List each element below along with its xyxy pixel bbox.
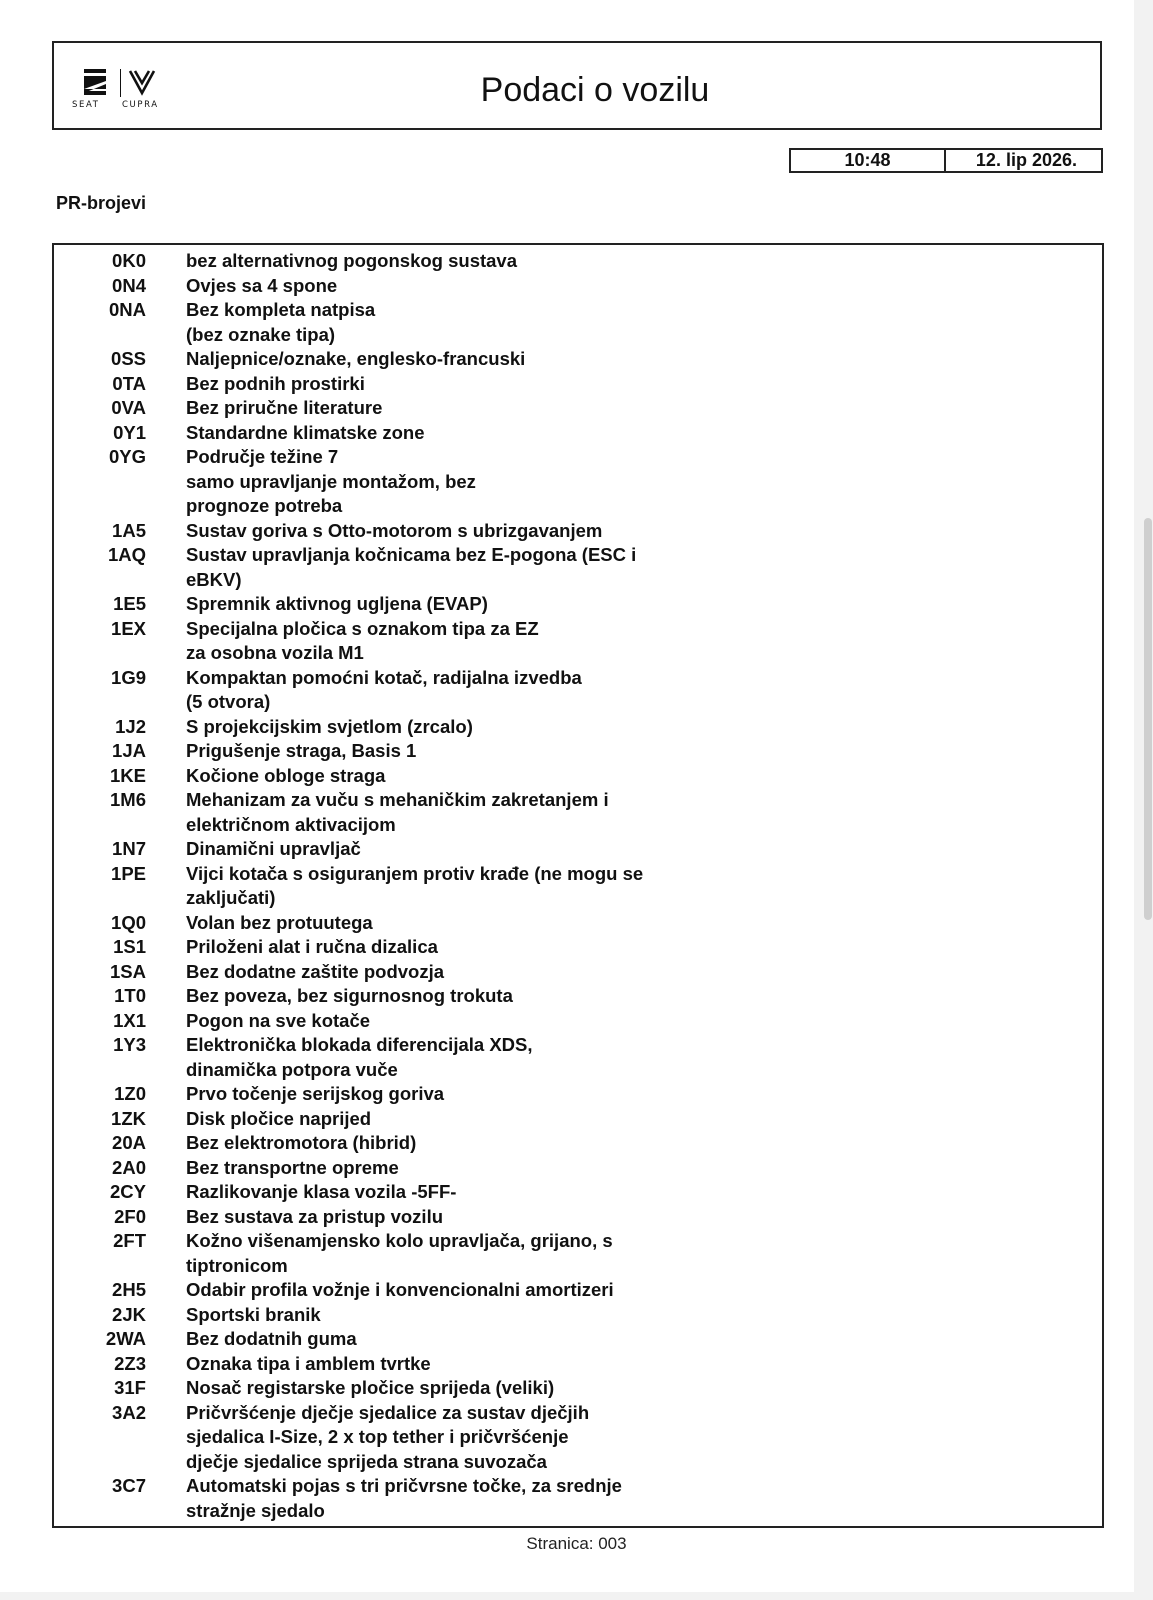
pr-description: Odabir profila vožnje i konvencionalni amortizeri [186,1279,614,1300]
list-item [54,249,1102,274]
pr-code: 2A0 [112,1156,146,1178]
list-item [54,298,1102,347]
pr-description: Bez kompleta natpisa (bez oznake tipa) [186,299,376,345]
pr-description: Prigušenje straga, Basis 1 [186,740,417,761]
list-item [54,1107,1102,1132]
scrollbar-thumb[interactable] [1144,518,1152,920]
list-item [54,1352,1102,1377]
pr-description: Vijci kotača s osiguranjem protiv krađe (ne mogu se zaključati) [186,862,644,908]
list-item [54,1327,1102,1352]
pr-code: 1T0 [114,985,146,1006]
pr-description: Spremnik aktivnog ugljena (EVAP) [186,593,488,614]
list-item [54,739,1102,764]
list-item [54,1033,1102,1082]
pr-description: Disk pločice naprijed [186,1107,372,1129]
pr-description: Bez poveza, bez sigurnosnog trokuta [186,985,513,1006]
pr-code: 1Q0 [111,911,146,933]
list-item [54,1180,1102,1205]
pr-description: Bez dodatne zaštite podvozja [186,960,445,982]
pr-code: 1X1 [113,1009,146,1031]
date-value: 12. lip 2026. [975,150,1077,170]
pr-number-list [52,243,1104,1528]
pr-code: 1G9 [111,666,146,688]
pr-description: Oznaka tipa i amblem tvrtke [186,1352,431,1374]
list-item [54,862,1102,911]
time-value: 10:48 [791,150,946,171]
list-item [54,1401,1102,1475]
pr-description: Bez dodatnih guma [186,1328,357,1349]
list-item [54,1229,1102,1278]
page-number: Stranica: 003 [526,1534,627,1553]
list-item [54,1082,1102,1107]
list-item [54,372,1102,397]
pr-code: 2FT [113,1230,146,1251]
list-item [54,984,1102,1009]
pr-description: Standardne klimatske zone [186,421,425,443]
pr-code: 2JK [112,1303,146,1325]
list-item [54,543,1102,592]
list-item [54,935,1102,960]
header-box [52,41,1102,130]
pr-description: Sportski branik [186,1303,321,1325]
pr-code: 3A2 [112,1401,146,1423]
list-item [54,445,1102,519]
list-item [54,1009,1102,1034]
pr-code: 2CY [110,1181,146,1202]
list-item [54,274,1102,299]
pr-code: 1PE [111,862,146,884]
pr-code: 0VA [111,397,146,418]
pr-code: 1E5 [113,593,146,614]
pr-description: Ovjes sa 4 spone [186,274,338,296]
pr-code: 1J2 [115,715,146,737]
list-item [54,347,1102,372]
pr-code: 0Y1 [113,421,146,443]
section-title: PR-brojevi [56,193,147,213]
list-item [54,911,1102,936]
pr-code: 1N7 [112,838,146,859]
pr-code: 0NA [108,299,146,320]
list-item [54,1303,1102,1328]
pr-code: 0K0 [112,250,146,271]
list-item [54,1278,1102,1303]
logo-brand-cupra: CUPRA [122,100,159,110]
pr-description: Volan bez protuutega [186,911,373,933]
pr-description: Sustav goriva s Otto-motorom s ubrizgavanjem [186,519,603,541]
page-title: Podaci o vozilu [480,71,710,109]
pr-description: Kožno višenamjensko kolo upravljača, grijano, s tiptronicom [186,1230,613,1276]
pr-code: 0SS [111,348,146,369]
list-item [54,1474,1102,1523]
pr-code: 1A5 [112,519,146,541]
pr-description: Pogon na sve kotače [186,1009,371,1031]
pr-description: Specijalna pločica s oznakom tipa za EZ za osobna vozila M1 [186,617,539,663]
list-item [54,788,1102,837]
pr-code: 1M6 [110,789,146,810]
pr-description: Područje težine 7 samo upravljanje montažom, bez prognoze potreba [186,446,476,516]
pr-description: Bez priručne literature [186,397,383,418]
list-item [54,764,1102,789]
pr-code: 1Z0 [114,1083,146,1104]
list-item [54,519,1102,544]
pr-code: 2F0 [114,1205,146,1227]
pr-description: S projekcijskim svjetlom (zrcalo) [186,715,473,737]
list-item [54,1376,1102,1401]
list-item [54,617,1102,666]
timestamp-box [789,148,1103,173]
list-item [54,666,1102,715]
pr-description: Nosač registarske pločice sprijeda (veliki) [186,1377,555,1398]
pr-code: 20A [112,1132,146,1153]
list-item [54,837,1102,862]
pr-code: 1ZK [111,1107,146,1129]
pr-code: 1JA [112,740,146,761]
pr-code: 0N4 [112,274,146,296]
list-item [54,1156,1102,1181]
pr-description: Bez podnih prostirki [186,372,365,394]
pr-code: 1KE [110,764,146,786]
pr-description: Priloženi alat i ručna dizalica [186,936,438,957]
list-item [54,1205,1102,1230]
pr-code: 2WA [105,1328,146,1349]
list-item [54,592,1102,617]
pr-description: bez alternativnog pogonskog sustava [186,250,518,271]
pr-code: 1S1 [113,936,146,957]
pr-description: Kompaktan pomoćni kotač, radijalna izvedba (5 otvora) [186,666,582,712]
pr-code: 1EX [111,617,146,639]
list-item [54,421,1102,446]
pr-code: 31F [114,1377,146,1398]
pr-description: Razlikovanje klasa vozila -5FF- [186,1181,457,1202]
pr-description: Dinamični upravljač [186,838,361,859]
pr-description: Naljepnice/oznake, englesko-francuski [186,348,526,369]
pr-code: 0TA [112,372,146,394]
pr-code: 3C7 [112,1475,146,1496]
pr-code: 2H5 [112,1279,146,1300]
pr-description: Prvo točenje serijskog goriva [186,1083,445,1104]
pr-description: Bez elektromotora (hibrid) [186,1132,417,1153]
pr-code: 1Y3 [113,1034,146,1055]
list-item [54,960,1102,985]
pr-code: 0YG [108,446,146,467]
pr-description: Elektronička blokada diferencijala XDS, dinamička potpora vuče [186,1034,533,1080]
pr-description: Bez sustava za pristup vozilu [186,1205,444,1227]
pr-description: Bez transportne opreme [186,1156,399,1178]
list-item [54,1131,1102,1156]
pr-code: 1SA [110,960,146,982]
pr-code: 1AQ [107,544,146,565]
pr-description: Automatski pojas s tri pričvrsne točke, za srednje stražnje sjedalo [186,1475,622,1521]
pr-code: 2Z3 [114,1352,146,1374]
pr-description: Kočione obloge straga [186,764,386,786]
list-item [54,715,1102,740]
pr-description: Sustav upravljanja kočnicama bez E-pogona (ESC i eBKV) [186,544,637,590]
list-item [54,396,1102,421]
logo-brand-seat: SEAT [72,100,100,110]
pr-description: Pričvršćenje dječje sjedalice za sustav dječjih sjedalica I-Size, 2 x top tether i pričvršćenje dječje sjedalice sprijeda strana suvozača [186,1401,590,1472]
pr-description: Mehanizam za vuču s mehaničkim zakretanjem i električnom aktivacijom [186,789,609,835]
